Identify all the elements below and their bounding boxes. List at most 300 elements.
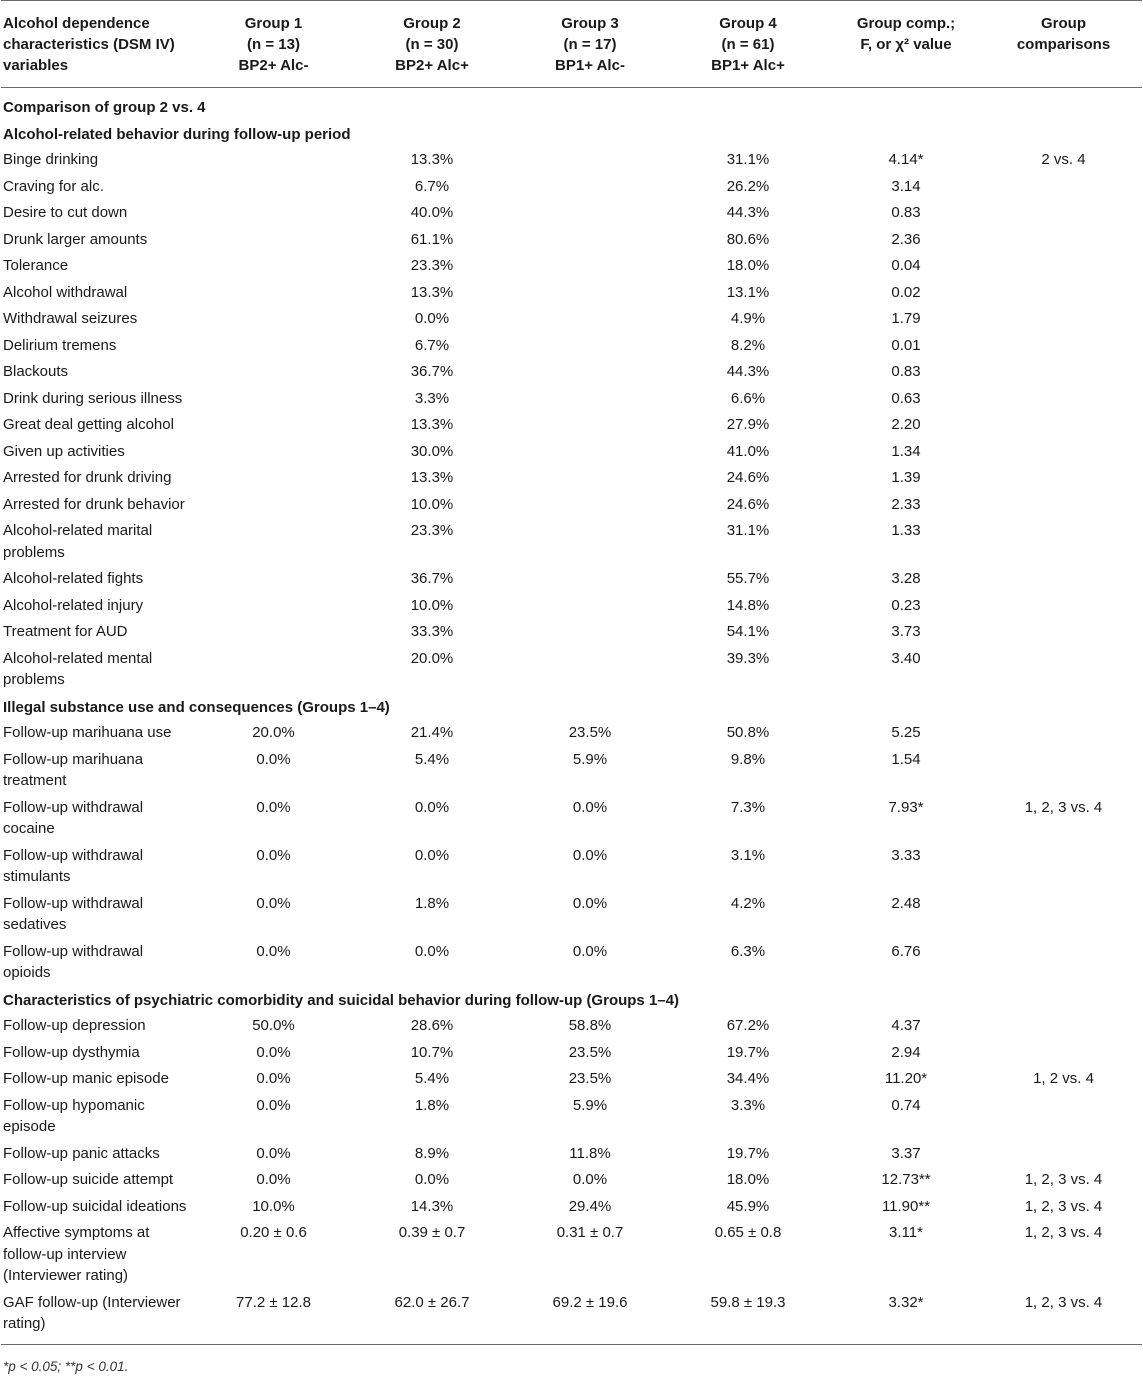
table-row: [1, 1220, 1142, 1290]
cell-value: 0.0%: [572, 894, 608, 912]
cell-value: [511, 593, 669, 620]
cell-value: [194, 593, 353, 620]
cell-value: 0.39 ± 0.7: [398, 1224, 466, 1241]
cell-value: 40.0%: [410, 204, 454, 221]
cell-value: 9.8%: [730, 750, 766, 768]
cell-value: 0.02: [891, 283, 921, 301]
cell-value: 31.1%: [726, 522, 770, 539]
table-row: [1, 465, 1142, 492]
cell-value: 3.1%: [730, 846, 766, 864]
cell-value: 0.0%: [256, 1096, 291, 1114]
row-label: Desire to cut down: [3, 204, 128, 221]
table-row: [1, 939, 1142, 987]
cell-value: 0.0%: [256, 1171, 291, 1188]
section-header-row: [1, 88, 1142, 121]
row-label: Follow-up withdrawal stimulants: [3, 846, 144, 885]
comparisons-line: comparisons: [1016, 36, 1111, 53]
cell-value: 20.0%: [252, 724, 295, 741]
cell-value: 5.4%: [414, 750, 450, 768]
cell-value: 69.2 ± 19.6: [552, 1293, 628, 1311]
cell-value: [511, 174, 669, 201]
cell-value: 6.6%: [730, 389, 766, 407]
cell-value: 7.3%: [730, 798, 766, 816]
cell-value: 13.3%: [410, 283, 454, 301]
cell-value: 23.5%: [568, 724, 612, 741]
cell-value: 2.36: [891, 230, 921, 248]
cell-value: [985, 518, 1142, 566]
cell-value: [194, 492, 353, 519]
cell-value: [985, 200, 1142, 227]
cell-value: 6.76: [891, 942, 921, 960]
cell-value: [511, 465, 669, 492]
cell-value: 13.3%: [410, 469, 454, 486]
cell-value: [985, 439, 1142, 466]
cell-value: 4.37: [891, 1017, 921, 1034]
cell-value: 3.33: [891, 846, 921, 864]
cell-value: 20.0%: [410, 649, 454, 667]
cell-value: 29.4%: [568, 1197, 612, 1215]
cell-value: 18.0%: [726, 257, 770, 274]
cell-value: 0.0%: [414, 1171, 450, 1188]
cell-value: [194, 465, 353, 492]
cell-value: 28.6%: [410, 1017, 454, 1034]
cell-value: 33.3%: [410, 623, 454, 640]
header-group-1: [194, 1, 353, 88]
group-name: Group 3: [561, 15, 619, 32]
table-row: [1, 1290, 1142, 1345]
group-n: (n = 17): [563, 36, 617, 53]
cell-value: [511, 306, 669, 333]
cell-value: 0.0%: [414, 310, 450, 327]
group-label: BP1+ Alc+: [711, 57, 785, 74]
cell-value: [985, 492, 1142, 519]
table-row: [1, 253, 1142, 280]
cell-value: 1.8%: [414, 894, 450, 912]
cell-value: 0.04: [891, 257, 921, 274]
cell-value: [194, 333, 353, 360]
comp-line: F, or χ² value: [860, 36, 952, 53]
cell-value: [194, 174, 353, 201]
cell-value: 1, 2, 3 vs. 4: [1024, 1224, 1103, 1241]
cell-value: 27.9%: [726, 416, 770, 433]
cell-value: [511, 227, 669, 254]
header-group-3: [511, 1, 669, 88]
cell-value: 11.20*: [884, 1070, 928, 1087]
header-variables-line: Alcohol dependence: [3, 15, 150, 32]
cell-value: 23.3%: [410, 522, 454, 539]
row-label: Delirium tremens: [3, 336, 117, 354]
cell-value: 7.93*: [888, 798, 924, 816]
cell-value: 3.11*: [889, 1224, 923, 1241]
cell-value: 1.8%: [414, 1096, 450, 1114]
cell-value: 1, 2, 3 vs. 4: [1024, 1293, 1103, 1311]
cell-value: 10.0%: [410, 495, 454, 513]
results-table: [1, 0, 1142, 1345]
cell-value: [985, 843, 1142, 891]
section-header-row: [1, 987, 1142, 1014]
header-variables-line: variables: [3, 57, 69, 74]
cell-value: 4.2%: [730, 894, 766, 912]
section-title: Characteristics of psychiatric comorbidity and suicidal behavior during follow-up (Groups 1–4): [3, 991, 679, 1009]
cell-value: 3.28: [891, 570, 921, 587]
cell-value: 77.2 ± 12.8: [236, 1293, 311, 1311]
table-footnote: *p < 0.05; **p < 0.01.: [3, 1358, 129, 1374]
row-label: Binge drinking: [3, 151, 99, 168]
table-row: [1, 439, 1142, 466]
cell-value: [194, 359, 353, 386]
header-row: [1, 1, 1142, 88]
cell-value: [985, 593, 1142, 620]
cell-value: [985, 720, 1142, 747]
group-name: Group 4: [719, 15, 777, 32]
table-row: [1, 1013, 1142, 1040]
cell-value: 14.8%: [726, 596, 770, 614]
table-row: [1, 200, 1142, 227]
cell-value: 11.90**: [881, 1197, 931, 1215]
cell-value: [511, 439, 669, 466]
cell-value: [985, 227, 1142, 254]
table-row: [1, 492, 1142, 519]
cell-value: 24.6%: [726, 495, 770, 513]
section-title: Alcohol-related behavior during follow-up period: [3, 125, 351, 143]
cell-value: [511, 412, 669, 439]
cell-value: 0.65 ± 0.8: [714, 1224, 782, 1241]
table-row: [1, 795, 1142, 843]
cell-value: 30.0%: [410, 442, 454, 460]
group-n: (n = 61): [721, 36, 775, 53]
cell-value: 36.7%: [410, 570, 454, 587]
row-label: Follow-up suicidal ideations: [3, 1197, 187, 1215]
cell-value: 0.0%: [414, 846, 450, 864]
cell-value: 8.9%: [414, 1144, 450, 1162]
cell-value: 2.48: [891, 894, 921, 912]
cell-value: [194, 412, 353, 439]
row-label: Treatment for AUD: [3, 623, 128, 640]
cell-value: 58.8%: [568, 1017, 612, 1034]
cell-value: 10.0%: [410, 596, 454, 614]
cell-value: [511, 566, 669, 593]
cell-value: 0.0%: [414, 798, 450, 816]
cell-value: 0.31 ± 0.7: [556, 1224, 624, 1241]
cell-value: 3.14: [891, 177, 921, 195]
cell-value: 5.9%: [572, 1096, 608, 1114]
cell-value: 45.9%: [726, 1197, 770, 1215]
cell-value: 67.2%: [726, 1017, 770, 1034]
cell-value: 23.5%: [568, 1043, 612, 1061]
cell-value: [194, 646, 353, 694]
cell-value: 0.0%: [256, 894, 291, 912]
cell-value: 1.33: [891, 522, 921, 539]
cell-value: 0.0%: [256, 1144, 291, 1162]
cell-value: [194, 306, 353, 333]
cell-value: 24.6%: [726, 469, 770, 486]
table-row: [1, 747, 1142, 795]
table-row: [1, 619, 1142, 646]
cell-value: [511, 359, 669, 386]
cell-value: 6.3%: [730, 942, 766, 960]
row-label: Follow-up withdrawal sedatives: [3, 894, 144, 933]
table-row: [1, 333, 1142, 360]
table-row: [1, 843, 1142, 891]
cell-value: [985, 646, 1142, 694]
group-label: BP2+ Alc-: [238, 57, 309, 74]
cell-value: [194, 386, 353, 413]
row-label: Great deal getting alcohol: [3, 416, 174, 433]
cell-value: [985, 359, 1142, 386]
header-group-comparisons: [985, 1, 1142, 88]
row-label: Follow-up hypomanic episode: [3, 1096, 145, 1135]
cell-value: [985, 1040, 1142, 1067]
cell-value: 0.0%: [256, 1043, 291, 1061]
table-row: [1, 147, 1142, 174]
cell-value: 23.3%: [410, 257, 454, 274]
table-row: [1, 174, 1142, 201]
cell-value: 0.74: [891, 1096, 921, 1114]
row-label: Drink during serious illness: [3, 389, 183, 407]
cell-value: [985, 253, 1142, 280]
table-row: [1, 1141, 1142, 1168]
header-variables-line: characteristics (DSM IV): [3, 36, 175, 53]
cell-value: 0.83: [891, 363, 921, 380]
section-title: Illegal substance use and consequences (Groups 1–4): [3, 698, 390, 716]
cell-value: 2.33: [891, 495, 921, 513]
cell-value: [985, 465, 1142, 492]
cell-value: 3.3%: [730, 1096, 766, 1114]
cell-value: 0.0%: [414, 942, 450, 960]
cell-value: 0.0%: [256, 1070, 291, 1087]
cell-value: [511, 518, 669, 566]
cell-value: 0.0%: [572, 1171, 608, 1188]
cell-value: [511, 200, 669, 227]
cell-value: 4.9%: [730, 310, 766, 327]
cell-value: 18.0%: [726, 1171, 770, 1188]
cell-value: 0.23: [891, 596, 921, 614]
cell-value: 1.39: [891, 469, 921, 486]
cell-value: [511, 646, 669, 694]
cell-value: 19.7%: [726, 1043, 770, 1061]
cell-value: 34.4%: [726, 1070, 770, 1087]
cell-value: 3.3%: [414, 389, 450, 407]
group-name: Group 1: [244, 15, 303, 32]
cell-value: 0.0%: [256, 846, 291, 864]
row-label: Given up activities: [3, 442, 125, 460]
cell-value: 6.7%: [414, 177, 450, 195]
cell-value: 3.73: [891, 623, 921, 640]
cell-value: 2.94: [891, 1043, 921, 1061]
table-row: [1, 518, 1142, 566]
cell-value: [985, 412, 1142, 439]
cell-value: 23.5%: [568, 1070, 612, 1087]
cell-value: 19.7%: [726, 1144, 770, 1162]
cell-value: [511, 147, 669, 174]
row-label: Follow-up manic episode: [3, 1070, 169, 1087]
cell-value: 61.1%: [410, 230, 454, 248]
table-row: [1, 1194, 1142, 1221]
row-label: Alcohol-related mental problems: [3, 649, 153, 688]
row-label: Follow-up dysthymia: [3, 1043, 140, 1061]
cell-value: 0.0%: [572, 942, 608, 960]
comp-line: Group comp.;: [856, 15, 956, 32]
cell-value: 59.8 ± 19.3: [710, 1293, 786, 1311]
cell-value: 0.0%: [256, 942, 291, 960]
table-row: [1, 646, 1142, 694]
cell-value: 21.4%: [410, 724, 454, 741]
table-row: [1, 1167, 1142, 1194]
row-label: Alcohol-related injury: [3, 596, 144, 614]
cell-value: [985, 386, 1142, 413]
table-row: [1, 1066, 1142, 1093]
cell-value: 55.7%: [726, 570, 770, 587]
cell-value: 13.3%: [410, 151, 454, 168]
cell-value: [985, 1013, 1142, 1040]
cell-value: 8.2%: [730, 336, 766, 354]
cell-value: [985, 747, 1142, 795]
cell-value: [985, 619, 1142, 646]
cell-value: 1.54: [891, 750, 921, 768]
cell-value: 5.4%: [414, 1070, 450, 1087]
cell-value: [985, 333, 1142, 360]
row-label: Alcohol withdrawal: [3, 283, 128, 301]
cell-value: 1, 2, 3 vs. 4: [1024, 1171, 1103, 1188]
cell-value: 12.73**: [881, 1171, 931, 1188]
table-row: [1, 227, 1142, 254]
cell-value: 3.37: [891, 1144, 921, 1162]
cell-value: [194, 147, 353, 174]
cell-value: [511, 280, 669, 307]
table-row: [1, 306, 1142, 333]
row-label: Arrested for drunk behavior: [3, 495, 185, 513]
row-label: GAF follow-up (Interviewer rating): [3, 1293, 181, 1332]
cell-value: 5.25: [891, 724, 921, 741]
row-label: Follow-up panic attacks: [3, 1144, 160, 1162]
cell-value: 31.1%: [726, 151, 770, 168]
cell-value: 0.01: [891, 336, 921, 354]
cell-value: 44.3%: [726, 363, 770, 380]
cell-value: [194, 227, 353, 254]
cell-value: 4.14*: [888, 151, 924, 168]
section-header-row: [1, 121, 1142, 148]
cell-value: 3.40: [891, 649, 921, 667]
cell-value: [194, 439, 353, 466]
cell-value: 14.3%: [410, 1197, 454, 1215]
cell-value: 0.83: [891, 204, 921, 221]
group-n: (n = 30): [405, 36, 459, 53]
cell-value: [985, 566, 1142, 593]
cell-value: 1, 2, 3 vs. 4: [1024, 1197, 1103, 1215]
row-label: Follow-up withdrawal opioids: [3, 942, 144, 981]
cell-value: [985, 174, 1142, 201]
cell-value: [194, 253, 353, 280]
group-label: BP1+ Alc-: [555, 57, 625, 74]
cell-value: [194, 566, 353, 593]
cell-value: [194, 280, 353, 307]
table-row: [1, 386, 1142, 413]
cell-value: 13.3%: [410, 416, 454, 433]
cell-value: [194, 518, 353, 566]
cell-value: [511, 386, 669, 413]
row-label: Follow-up marihuana use: [3, 724, 172, 741]
cell-value: [985, 1141, 1142, 1168]
cell-value: [985, 891, 1142, 939]
cell-value: [194, 200, 353, 227]
cell-value: 39.3%: [726, 649, 770, 667]
cell-value: [985, 1093, 1142, 1141]
cell-value: 6.7%: [414, 336, 450, 354]
cell-value: 26.2%: [726, 177, 770, 195]
cell-value: [194, 619, 353, 646]
cell-value: 1, 2, 3 vs. 4: [1024, 798, 1103, 816]
cell-value: 10.0%: [252, 1197, 295, 1215]
row-label: Arrested for drunk driving: [3, 469, 172, 486]
cell-value: 80.6%: [726, 230, 770, 248]
cell-value: 5.9%: [572, 750, 608, 768]
cell-value: 2 vs. 4: [1041, 151, 1086, 168]
table-row: [1, 1040, 1142, 1067]
cell-value: 44.3%: [726, 204, 770, 221]
cell-value: [985, 939, 1142, 987]
cell-value: 0.20 ± 0.6: [240, 1224, 307, 1241]
cell-value: 1, 2 vs. 4: [1033, 1070, 1094, 1087]
header-variables: [1, 1, 194, 88]
table-row: [1, 566, 1142, 593]
row-label: Alcohol-related fights: [3, 570, 144, 587]
table-body: [1, 88, 1142, 1345]
row-label: Follow-up suicide attempt: [3, 1171, 174, 1188]
cell-value: [511, 619, 669, 646]
cell-value: 1.34: [891, 442, 921, 460]
table-row: [1, 593, 1142, 620]
row-label: Withdrawal seizures: [3, 310, 138, 327]
section-header-row: [1, 694, 1142, 721]
comparisons-line: Group: [1041, 15, 1086, 32]
cell-value: 50.0%: [252, 1017, 295, 1034]
cell-value: 62.0 ± 26.7: [394, 1293, 470, 1311]
header-group-2: [353, 1, 511, 88]
cell-value: 0.0%: [256, 750, 291, 768]
row-label: Craving for alc.: [3, 177, 104, 195]
cell-value: 0.63: [891, 389, 921, 407]
table-row: [1, 412, 1142, 439]
cell-value: 0.0%: [572, 846, 608, 864]
group-n: (n = 13): [247, 36, 300, 53]
header-group-4: [669, 1, 827, 88]
row-label: Alcohol-related marital problems: [3, 522, 153, 561]
group-label: BP2+ Alc+: [395, 57, 469, 74]
row-label: Follow-up withdrawal cocaine: [3, 798, 144, 837]
cell-value: 3.32*: [888, 1293, 924, 1311]
row-label: Follow-up marihuana treatment: [3, 750, 144, 789]
group-name: Group 2: [403, 15, 461, 32]
cell-value: 0.0%: [572, 798, 608, 816]
section-title: Comparison of group 2 vs. 4: [3, 99, 206, 116]
cell-value: [511, 333, 669, 360]
table-row: [1, 720, 1142, 747]
cell-value: 54.1%: [726, 623, 770, 640]
row-label: Drunk larger amounts: [3, 230, 148, 248]
table-row: [1, 359, 1142, 386]
row-label: Tolerance: [3, 257, 69, 274]
cell-value: [985, 306, 1142, 333]
header-group-comp: [827, 1, 985, 88]
table-row: [1, 280, 1142, 307]
table-row: [1, 1093, 1142, 1141]
cell-value: [511, 492, 669, 519]
cell-value: 10.7%: [410, 1043, 454, 1061]
cell-value: 11.8%: [569, 1144, 611, 1162]
cell-value: [511, 253, 669, 280]
row-label: Affective symptoms at follow-up interview (Interviewer rating): [3, 1224, 150, 1284]
cell-value: 2.20: [891, 416, 921, 433]
